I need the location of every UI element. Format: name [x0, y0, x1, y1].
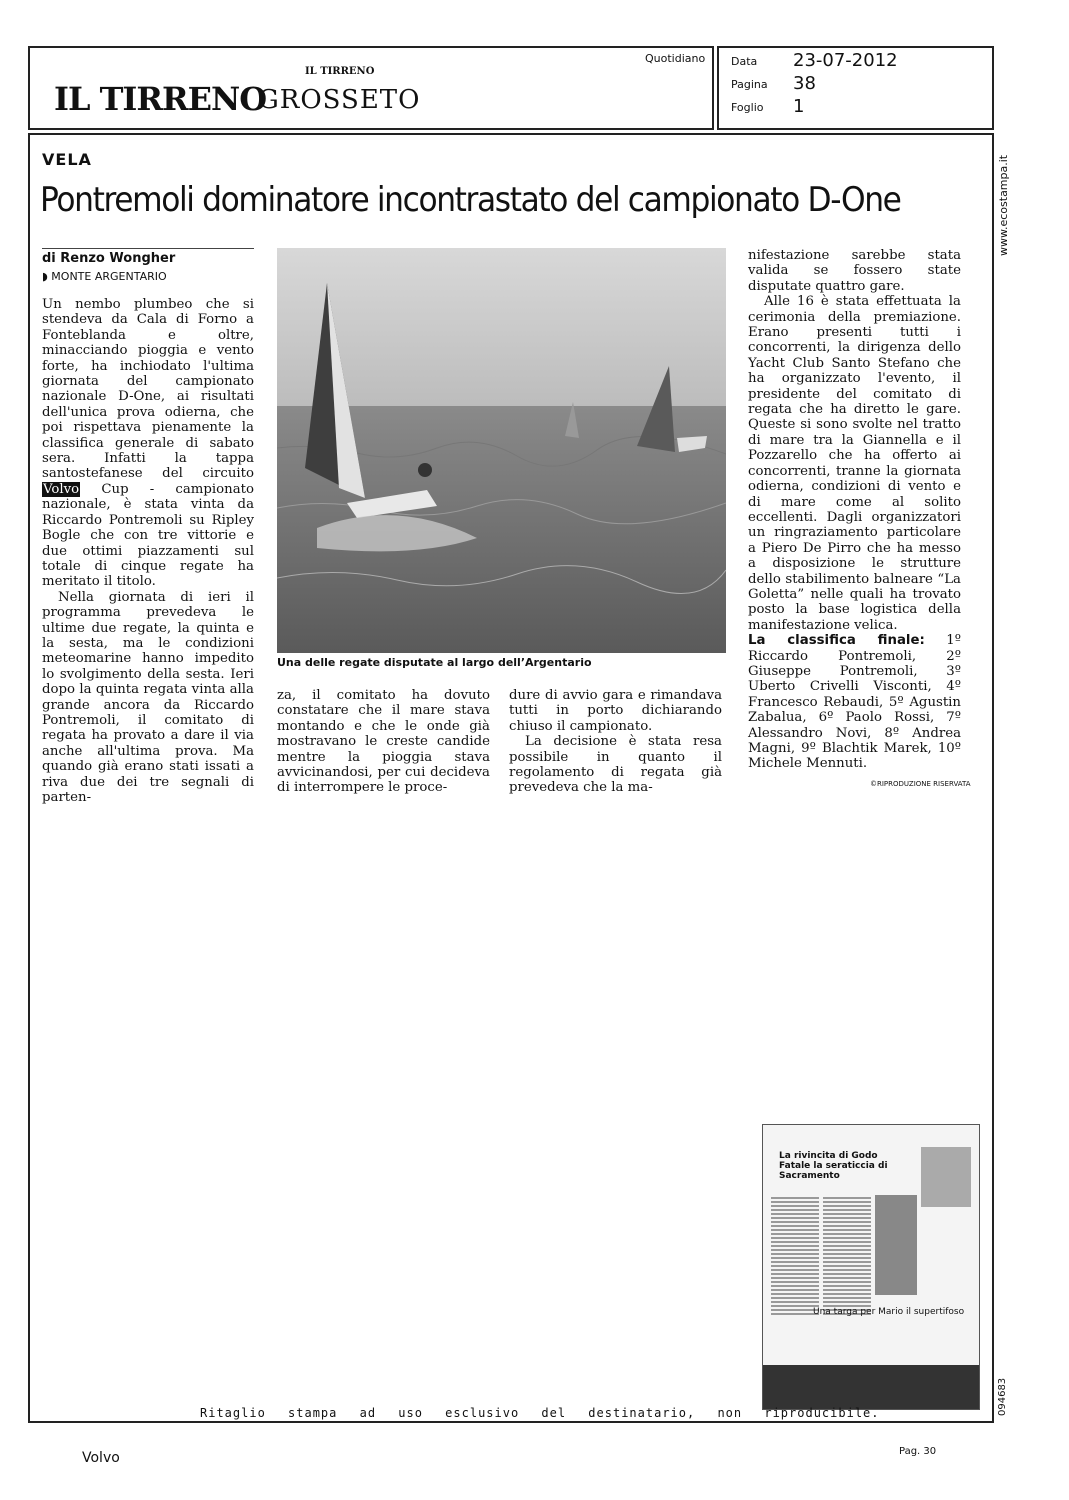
side-code: 094683 — [997, 1377, 1008, 1416]
article-column-4 — [748, 248, 961, 772]
masthead: IL TIRRENO — [54, 80, 267, 118]
thumbnail-headline-1: La rivincita di Godo Fatale la seraticcia di Sacramento — [779, 1151, 888, 1181]
date-label: Data — [731, 55, 758, 68]
thumbnail-headline-2: Una targa per Mario il supertifoso — [813, 1307, 965, 1317]
paragraph: Nella giornata di ieri il programma prevedeva le ultime due regate, la quinta e la sesta, ma le condizioni meteomarine hanno impedito lo svolgimento della sesta. Ieri dopo la quinta regata vinta alla grande ancora da Riccardo Pontremoli, il comitato di regata ha provato a dare il via anche all'ultima prova. Ma quando già erano stati issati a riva due dei tre segnali di parten- — [42, 589, 254, 805]
paragraph: nifestazione sarebbe stata valida se fossero state disputate quattro gare. — [748, 248, 961, 294]
byline-rule — [42, 248, 254, 249]
paragraph: za, il comitato ha dovuto constatare che il mare stava montando e che le onde già mostravano le creste candide mentre la pioggia stava avvicinandosi, per cui decideva di interrompere le proce- — [277, 688, 490, 796]
side-url: www.ecostampa.it — [997, 154, 1010, 256]
paragraph — [42, 297, 254, 590]
section-label: VELA — [42, 150, 92, 169]
text: Un nembo plumbeo che si stendeva da Cala di Forno a Fonteblanda e oltre, minacciando pioggia e vento forte, ha inchiodato l'ultima giornata del campionato nazionale D-One, ai risultati dell'unica prova odierna, che poi rispettava pienamente la classifica generale di sabato sera. Infatti la tappa santostefanese del circuito — [42, 297, 254, 482]
article-photo — [277, 248, 726, 653]
sheet-label: Foglio — [731, 101, 764, 114]
highlight-term: Volvo — [43, 481, 80, 497]
sheet-value: 1 — [793, 96, 805, 117]
page-number: Pag. 30 — [899, 1446, 937, 1457]
page-thumbnail — [762, 1124, 980, 1410]
paragraph: La decisione è stata resa possibile in quanto il regolamento di regata già prevedeva che la ma- — [509, 734, 722, 796]
page-label: Pagina — [731, 78, 768, 91]
footer-notice: Ritaglio stampa ad uso esclusivo del destinatario, non riproducibile. — [200, 1406, 880, 1420]
dateline-text: MONTE ARGENTARIO — [51, 270, 167, 283]
classifica: 1º Riccardo Pontremoli, 2º Giuseppe Pontremoli, 3º Uberto Crivelli Visconti, 4º Francesco Rebaudi, 5º Agustin Zabalua, 6º Paolo Rossi, 7º Alessandro Novi, 8º Andrea Magni, 9º Blachtik Marek, 10º Michele Mennuti. — [748, 633, 962, 772]
sailing-photo — [277, 248, 726, 653]
paragraph: Alle 16 è stata effettuata la cerimonia della premiazione. Erano presenti tutti i concorrenti, la dirigenza dello Yacht Club Santo Stefano che ha organizzato l'evento, il presidente del comitato di regata che ha diretto le gare. Queste si sono svolte nel tratto di mare tra la Giannella e il Pozzarello che ha offerto ai concorrenti, tranne la giornata odierna, condizioni di vento e di mare come al solito eccellenti. Dagli organizzatori un ringraziamento particolare a Piero De Pirro che ha messo a disposizione le strutture dello stabilimento balneare “La Goletta” nelle quali ha trovato posto la base logistica della manifestazione velica. — [748, 294, 961, 633]
paragraph — [748, 633, 961, 772]
date-value: 23-07-2012 — [793, 50, 898, 71]
article-column-3 — [509, 688, 722, 796]
client-name: Volvo — [82, 1450, 120, 1466]
classifica-label: La classifica finale: — [748, 633, 925, 649]
article-column-1 — [42, 297, 254, 805]
page-value: 38 — [793, 73, 816, 94]
text: Cup - campionato nazionale, è stata vinta da Riccardo Pontremoli su Ripley Bogle che con tre vittorie e due ottimi piazzamenti sul totale di cinque regate ha meritato il titolo. — [42, 481, 254, 590]
edition: GROSSETO — [258, 85, 421, 115]
article-column-2 — [277, 688, 490, 796]
publication-type: Quotidiano — [645, 52, 706, 65]
paragraph: dure di avvio gara e rimandava tutti in porto dichiarando chiuso il campionato. — [509, 688, 722, 734]
byline: di Renzo Wongher — [42, 251, 176, 266]
dateline: ◗ MONTE ARGENTARIO — [42, 270, 167, 283]
reproduction-notice: ©RIPRODUZIONE RISERVATA — [870, 780, 971, 788]
photo-caption: Una delle regate disputate al largo dell’Argentario — [277, 656, 592, 669]
headline: Pontremoli dominatore incontrastato del campionato D-One — [40, 180, 901, 220]
masthead-small: IL TIRRENO — [305, 66, 375, 77]
